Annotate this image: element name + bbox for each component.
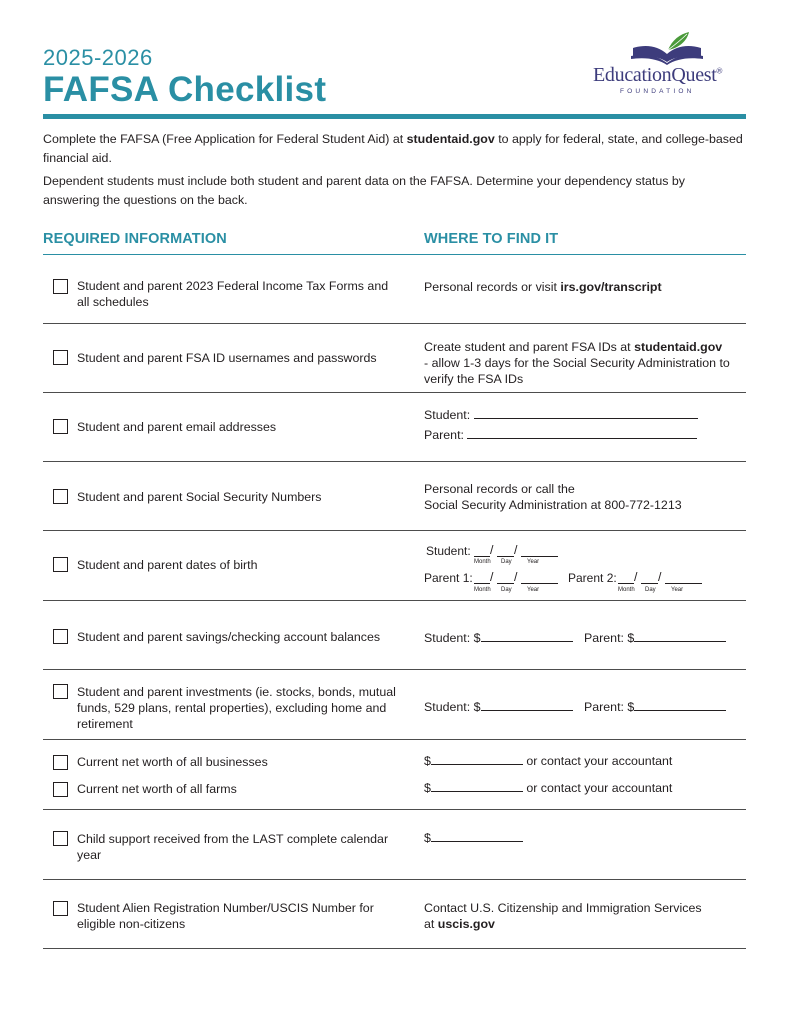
checkbox-businesses[interactable] [53,755,68,770]
where-to-find-heading: WHERE TO FIND IT [424,231,559,247]
email-parent-field[interactable]: Parent: [424,427,754,443]
where-alien-registration: Contact U.S. Citizenship and Immigration Services at uscis.gov [424,901,702,931]
where-tax-forms: Personal records or visit irs.gov/transcript [424,280,662,294]
where-fsa-id: Create student and parent FSA IDs at studentaid.gov - allow 1-3 days for the Social Security Administration to verify the FSA IDs [424,340,730,386]
year-label: 2025-2026 [43,45,153,70]
checkbox-fsa-id[interactable] [53,350,68,365]
checkbox-investments[interactable] [53,684,68,699]
row-divider [43,323,746,324]
savings-parent-field[interactable]: Parent: $ [584,630,744,646]
where-ssn: Personal records or call the Social Security Administration at 800-772-1213 [424,482,682,512]
row-divider [43,669,746,670]
row-divider [43,461,746,462]
businesses-field[interactable]: $ or contact your accountant [424,754,673,768]
logo-wordmark: EducationQuest® [593,64,723,86]
investments-student-field[interactable]: Student: $ [424,699,584,715]
checkbox-ssn[interactable] [53,489,68,504]
checkbox-email[interactable] [53,419,68,434]
email-student-field[interactable]: Student: [424,407,754,423]
row-divider [43,739,746,740]
investments-parent-field[interactable]: Parent: $ [584,699,744,715]
req-investments: Student and parent investments (ie. stocks, bonds, mutual funds, 529 plans, rental properties), excluding home and retirement [77,685,396,731]
req-businesses: Current net worth of all businesses [77,755,268,769]
row-divider [43,948,746,949]
heading-rule [43,254,746,255]
req-tax-forms: Student and parent 2023 Federal Income Tax Forms and all schedules [77,279,389,309]
req-dob: Student and parent dates of birth [77,558,258,572]
req-savings: Student and parent savings/checking account balances [77,630,381,644]
row-divider [43,879,746,880]
row-divider [43,809,746,810]
intro-paragraph-1: Complete the FAFSA (Free Application for Federal Student Aid) at studentaid.gov to apply for federal, state, and college-based financial aid. [43,132,743,165]
row-divider [43,392,746,393]
req-email: Student and parent email addresses [77,420,277,434]
checkbox-savings[interactable] [53,629,68,644]
required-info-heading: REQUIRED INFORMATION [43,231,227,247]
checkbox-child-support[interactable] [53,831,68,846]
req-alien-registration: Student Alien Registration Number/USCIS Number for eligible non-citizens [77,901,374,931]
checkbox-tax-forms[interactable] [53,279,68,294]
req-farms: Current net worth of all farms [77,782,237,796]
checkbox-farms[interactable] [53,782,68,797]
studentaid-link: studentaid.gov [406,132,495,146]
logo-subtitle: FOUNDATION [620,88,695,95]
checkbox-alien-registration[interactable] [53,901,68,916]
page-title: FAFSA Checklist [43,70,327,109]
req-ssn: Student and parent Social Security Numbers [77,490,322,504]
farms-field[interactable]: $ or contact your accountant [424,781,673,795]
row-divider [43,530,746,531]
req-child-support: Child support received from the LAST complete calendar year [77,832,389,862]
savings-student-field[interactable]: Student: $ [424,630,584,646]
row-divider [43,600,746,601]
intro-paragraph-2: Dependent students must include both student and parent data on the FAFSA. Determine your dependency status by answering the questions on the back. [43,174,685,207]
checkbox-dob[interactable] [53,557,68,572]
header-rule [43,114,746,119]
child-support-field[interactable]: $ [424,830,754,846]
req-fsa-id: Student and parent FSA ID usernames and passwords [77,351,377,365]
registered-mark: ® [716,66,723,76]
